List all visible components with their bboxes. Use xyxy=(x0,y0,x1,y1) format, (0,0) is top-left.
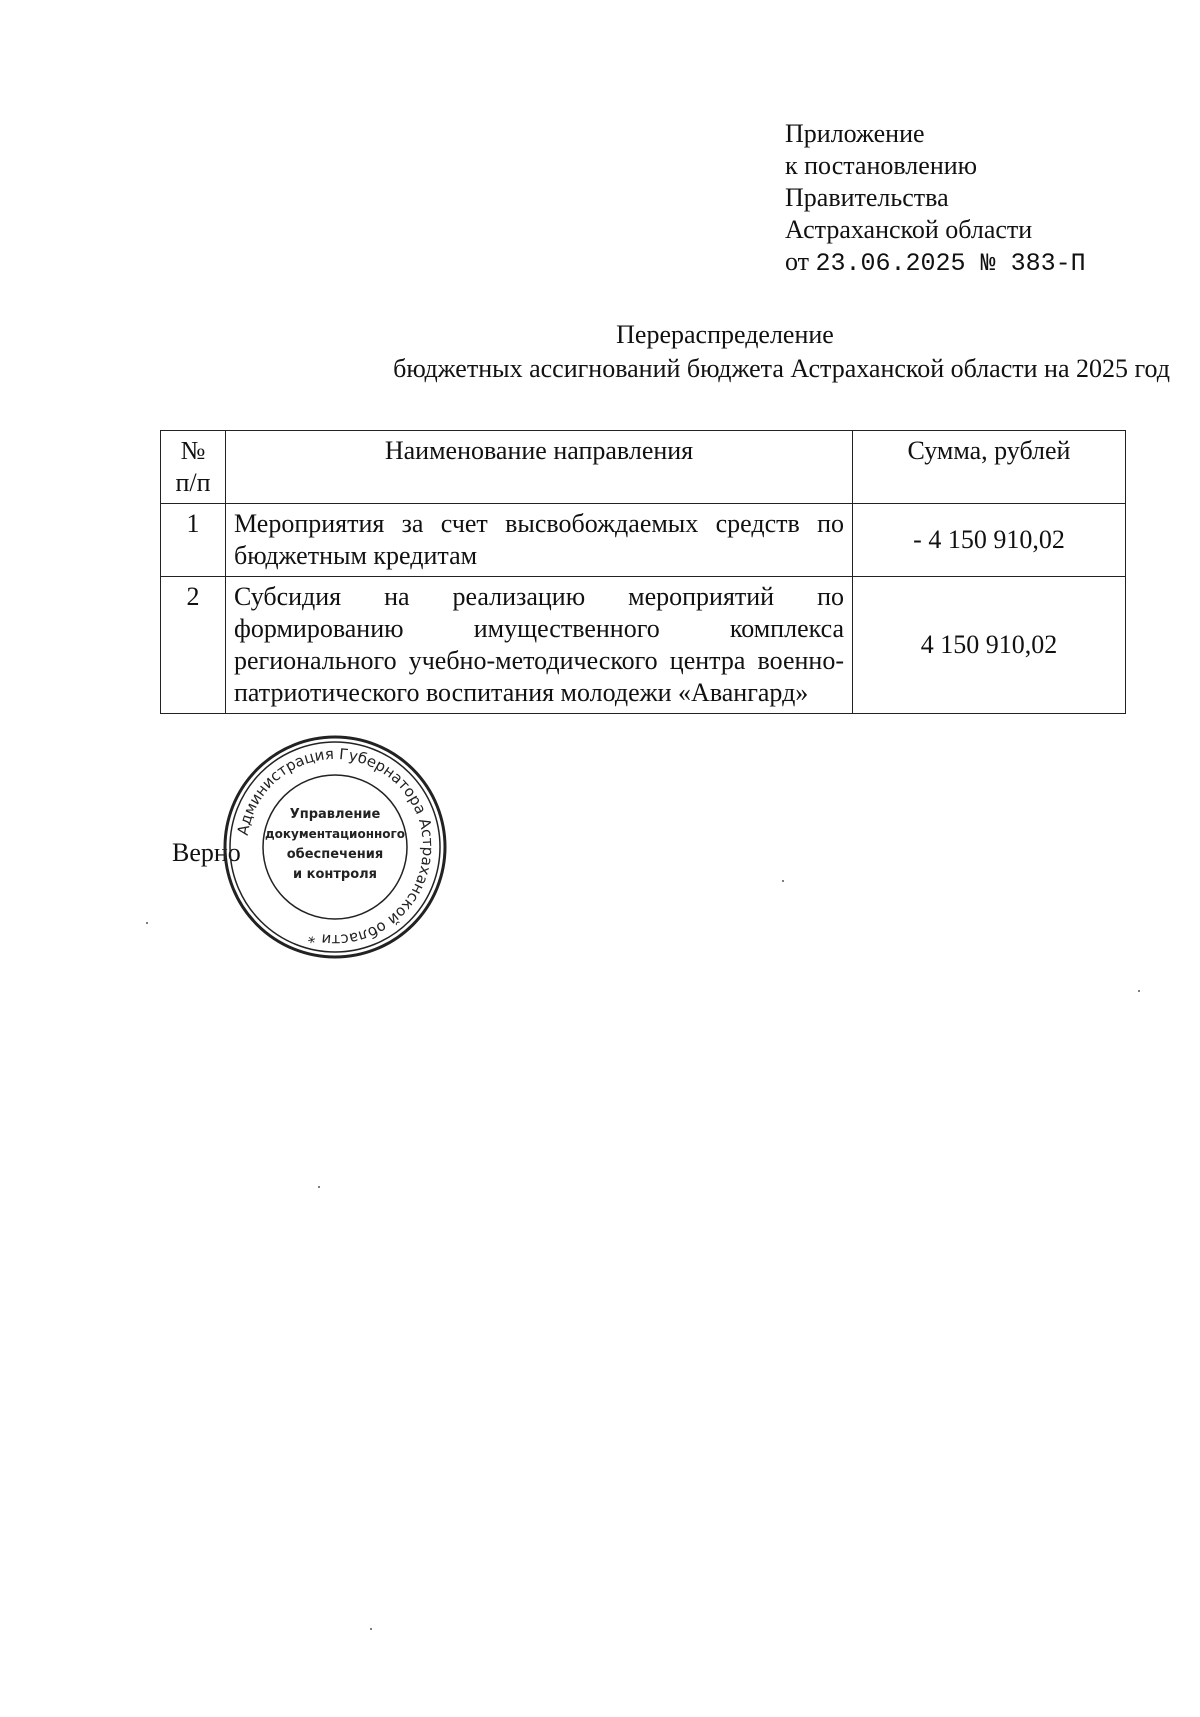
scan-speck xyxy=(370,1628,372,1630)
row-2-sum: 4 150 910,02 xyxy=(853,577,1126,714)
row-1-name: Мероприятия за счет высвобождаемых средств по бюджетным кредитам xyxy=(226,504,853,577)
certification-mark: Верно xyxy=(172,838,241,867)
scan-speck xyxy=(146,922,148,924)
scan-speck xyxy=(782,880,784,882)
document-title xyxy=(160,318,1170,386)
annex-line-2: к постановлению xyxy=(785,151,978,180)
header-name: Наименование направления xyxy=(226,431,853,504)
annex-date-prefix: от xyxy=(785,247,816,276)
title-line-2: бюджетных ассигнований бюджета Астраханской области на 2025 год xyxy=(393,354,1170,383)
scan-speck xyxy=(1138,990,1140,992)
scan-speck xyxy=(318,1186,320,1188)
row-1-sum: - 4 150 910,02 xyxy=(853,504,1126,577)
seal-ring-textpath: Администрация Губернатора Астраханской области * xyxy=(233,744,438,950)
annex-line-5 xyxy=(785,246,1086,280)
annex-line-4: Астраханской области xyxy=(785,215,1033,244)
title-line-1: Перераспределение xyxy=(616,320,834,349)
seal-center-line-4: и контроля xyxy=(292,867,378,882)
table-row xyxy=(161,504,1126,577)
header-number-symbol: № xyxy=(180,436,206,465)
annex-line-1: Приложение xyxy=(785,119,925,148)
row-1-number: 1 xyxy=(161,504,226,577)
annex-header xyxy=(785,118,1086,280)
seal-center-line-3: обеспечения xyxy=(286,847,384,862)
table-header-row xyxy=(161,431,1126,504)
header-sum: Сумма, рублей xyxy=(853,431,1126,504)
row-2-name: Субсидия на реализацию мероприятий по формированию имущественного комплекса регионального учебно-методического центра военно-патриотического воспитания молодежи «Авангард» xyxy=(226,577,853,714)
annex-date-number: 23.06.2025 № 383-П xyxy=(815,249,1086,278)
table-row xyxy=(161,577,1126,714)
header-number-abbr: п/п xyxy=(175,468,211,497)
seal-center-line-2: документационного xyxy=(264,827,406,841)
annex-line-3: Правительства xyxy=(785,183,949,212)
budget-table xyxy=(160,430,1126,714)
official-seal xyxy=(220,732,450,962)
row-2-number: 2 xyxy=(161,577,226,714)
header-number xyxy=(161,431,226,504)
seal-center-line-1: Управление xyxy=(289,807,381,822)
